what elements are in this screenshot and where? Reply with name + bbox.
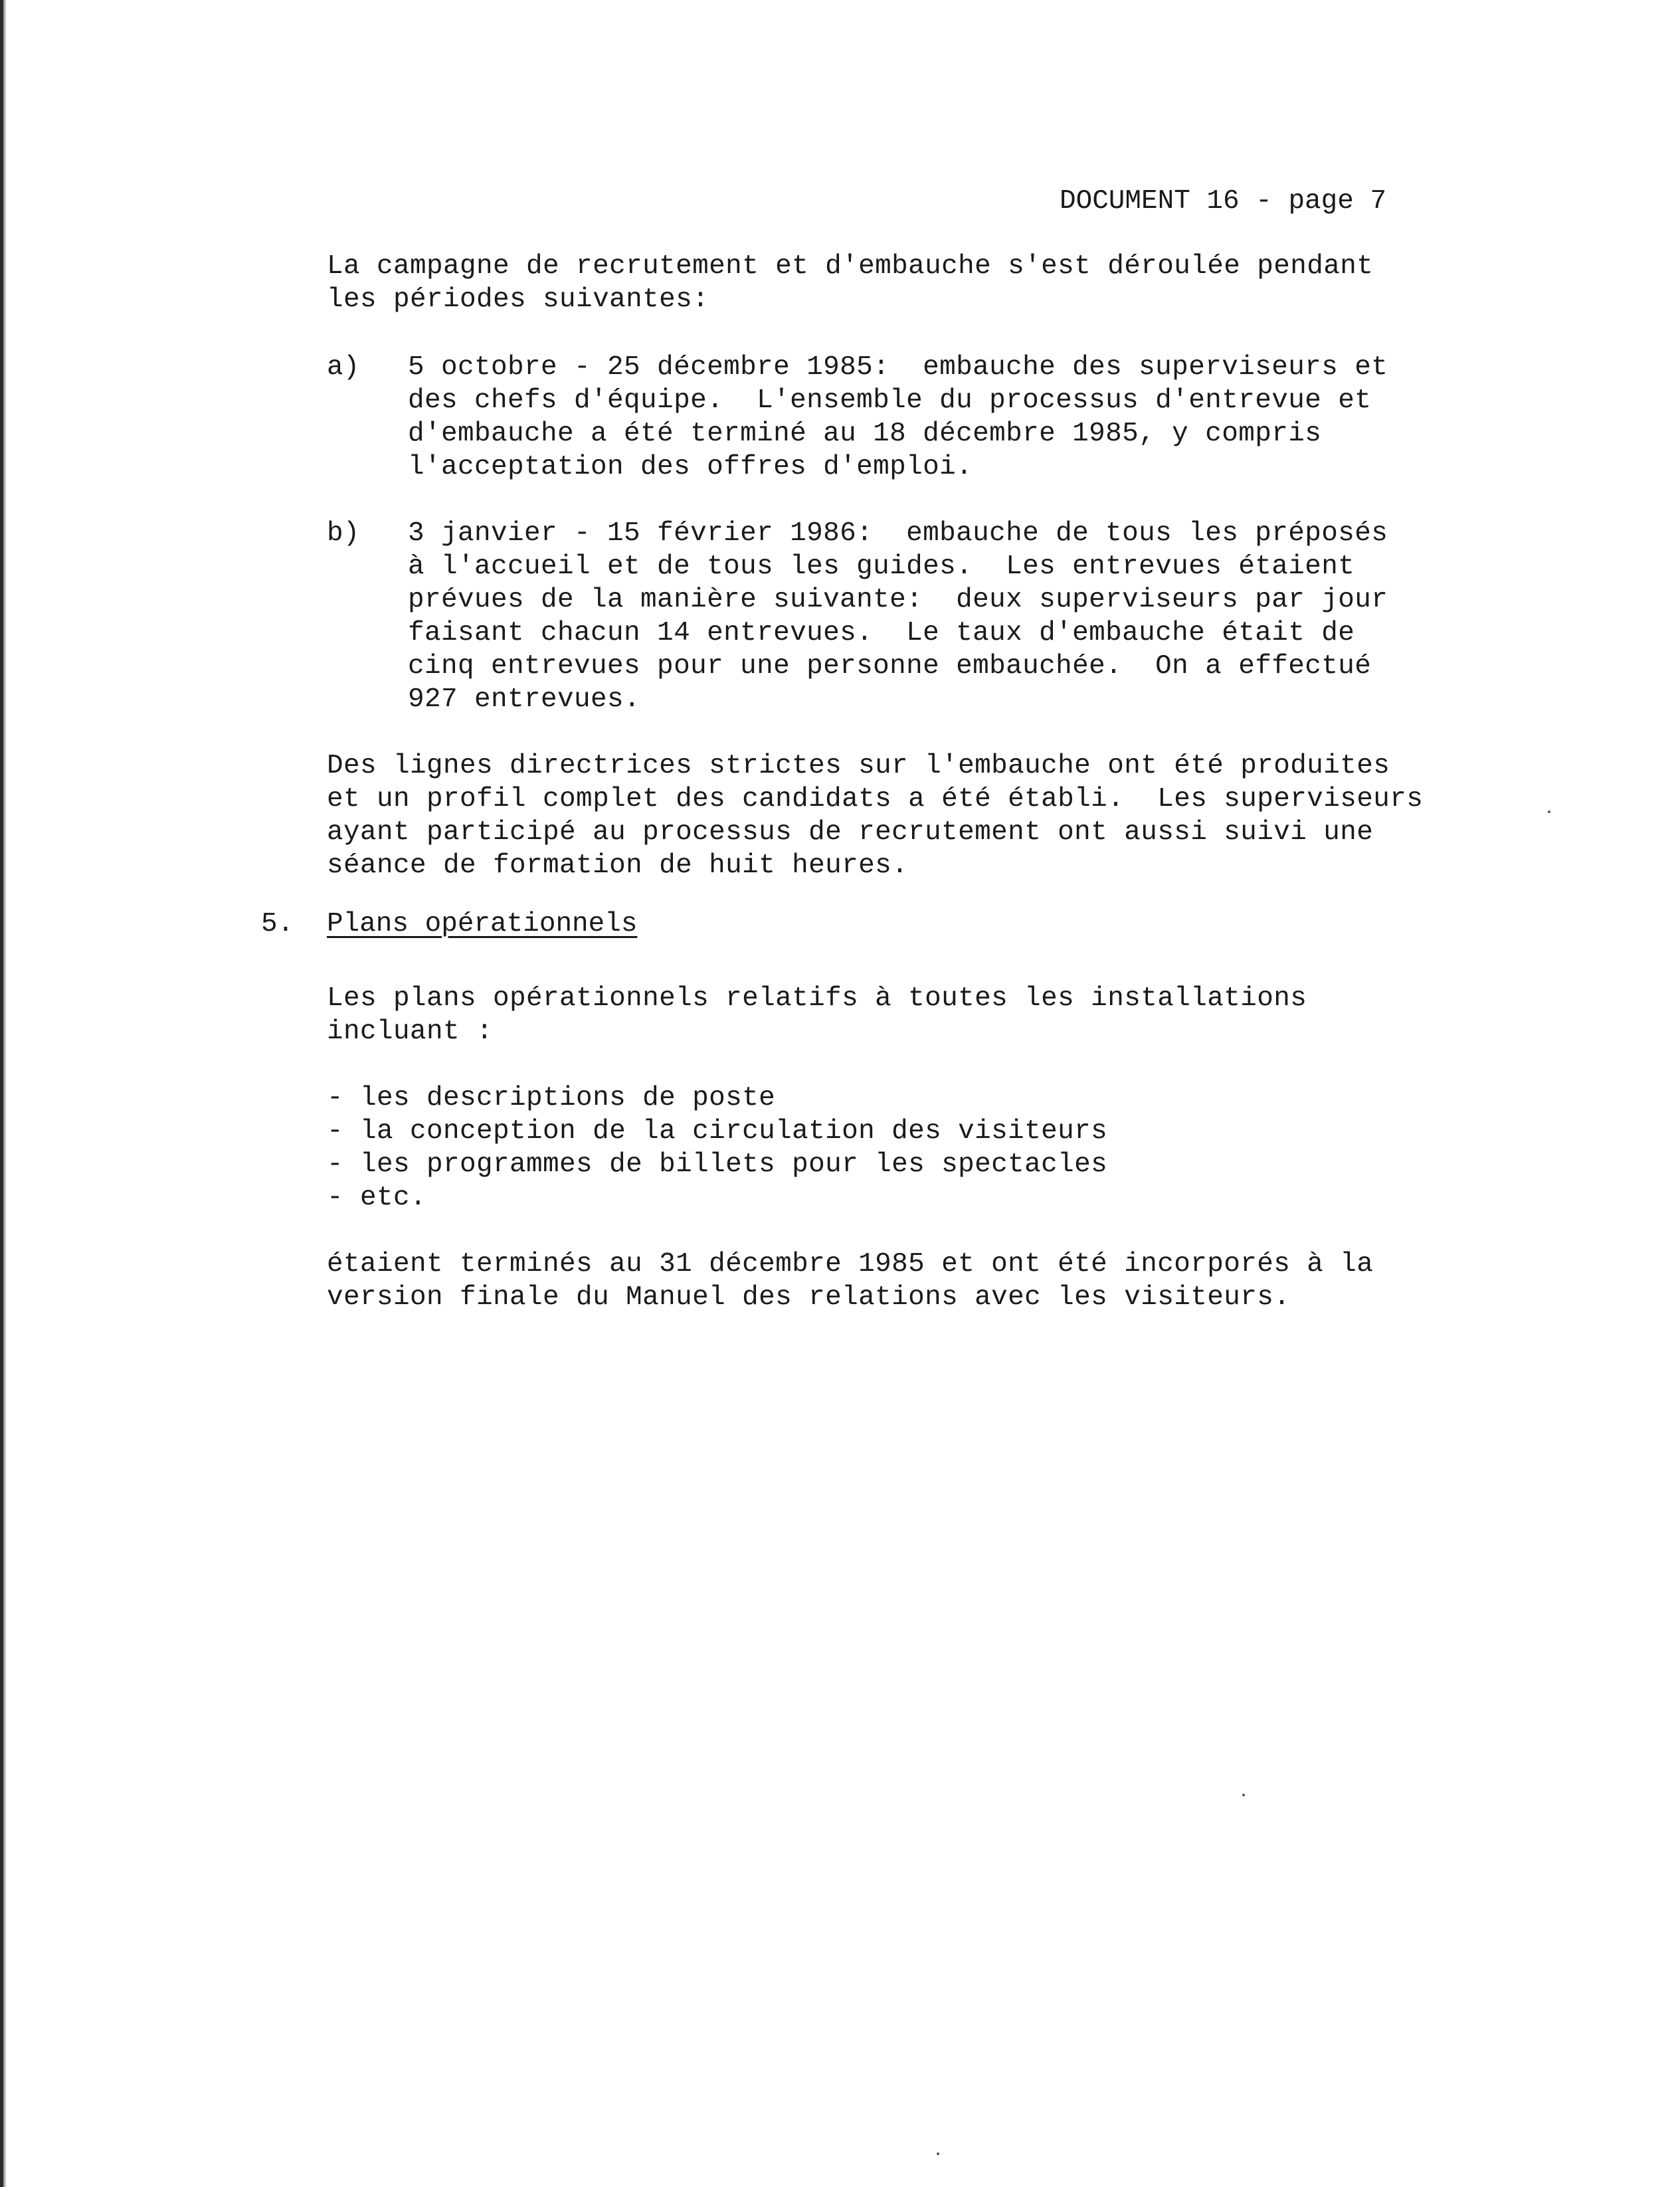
section5-intro-line: Les plans opérationnels relatifs à toutes les installations — [327, 983, 1307, 1014]
item-a-line: des chefs d'équipe. L'ensemble du processus d'entrevue et — [408, 385, 1372, 416]
item-b-line: faisant chacun 14 entrevues. Le taux d'embauche était de — [408, 618, 1355, 648]
item-label-a: a) — [327, 352, 360, 383]
scan-speck — [1242, 1794, 1245, 1796]
section-number: 5. — [261, 909, 294, 939]
closing-line: étaient terminés au 31 décembre 1985 et ont été incorporés à la — [327, 1249, 1374, 1280]
guidelines-line: et un profil complet des candidats a été établi. Les superviseurs — [327, 784, 1424, 814]
section5-intro-line: incluant : — [327, 1016, 494, 1047]
scan-speck — [1548, 810, 1550, 813]
bullet-item: - la conception de la circulation des visiteurs — [327, 1116, 1108, 1147]
item-b-line: à l'accueil et de tous les guides. Les entrevues étaient — [408, 551, 1355, 582]
item-b-line: 927 entrevues. — [408, 684, 641, 715]
item-a-line: 5 octobre - 25 décembre 1985: embauche des superviseurs et — [408, 352, 1388, 383]
item-a-line: l'acceptation des offres d'emploi. — [408, 452, 973, 482]
bullet-item: - les descriptions de poste — [327, 1083, 776, 1113]
bullet-item: - etc. — [327, 1183, 427, 1213]
section-title: Plans opérationnels — [327, 909, 638, 939]
item-b-line: cinq entrevues pour une personne embauchée. On a effectué — [408, 651, 1372, 682]
item-b-line: 3 janvier - 15 février 1986: embauche de tous les préposés — [408, 518, 1388, 549]
item-label-b: b) — [327, 518, 360, 549]
intro-line: les périodes suivantes: — [327, 284, 709, 315]
scan-left-edge — [0, 0, 7, 2187]
item-b-line: prévues de la manière suivante: deux superviseurs par jour — [408, 585, 1388, 615]
scan-speck — [937, 2152, 939, 2155]
guidelines-line: Des lignes directrices strictes sur l'embauche ont été produites — [327, 751, 1390, 781]
guidelines-line: ayant participé au processus de recrutement ont aussi suivi une — [327, 817, 1374, 848]
intro-line: La campagne de recrutement et d'embauche s'est déroulée pendant — [327, 251, 1374, 282]
item-a-line: d'embauche a été terminé au 18 décembre 1985, y compris — [408, 419, 1322, 449]
guidelines-line: séance de formation de huit heures. — [327, 850, 909, 881]
bullet-item: - les programmes de billets pour les spectacles — [327, 1149, 1108, 1180]
page-header: DOCUMENT 16 - page 7 — [1060, 186, 1387, 217]
closing-line: version finale du Manuel des relations avec les visiteurs. — [327, 1282, 1291, 1313]
